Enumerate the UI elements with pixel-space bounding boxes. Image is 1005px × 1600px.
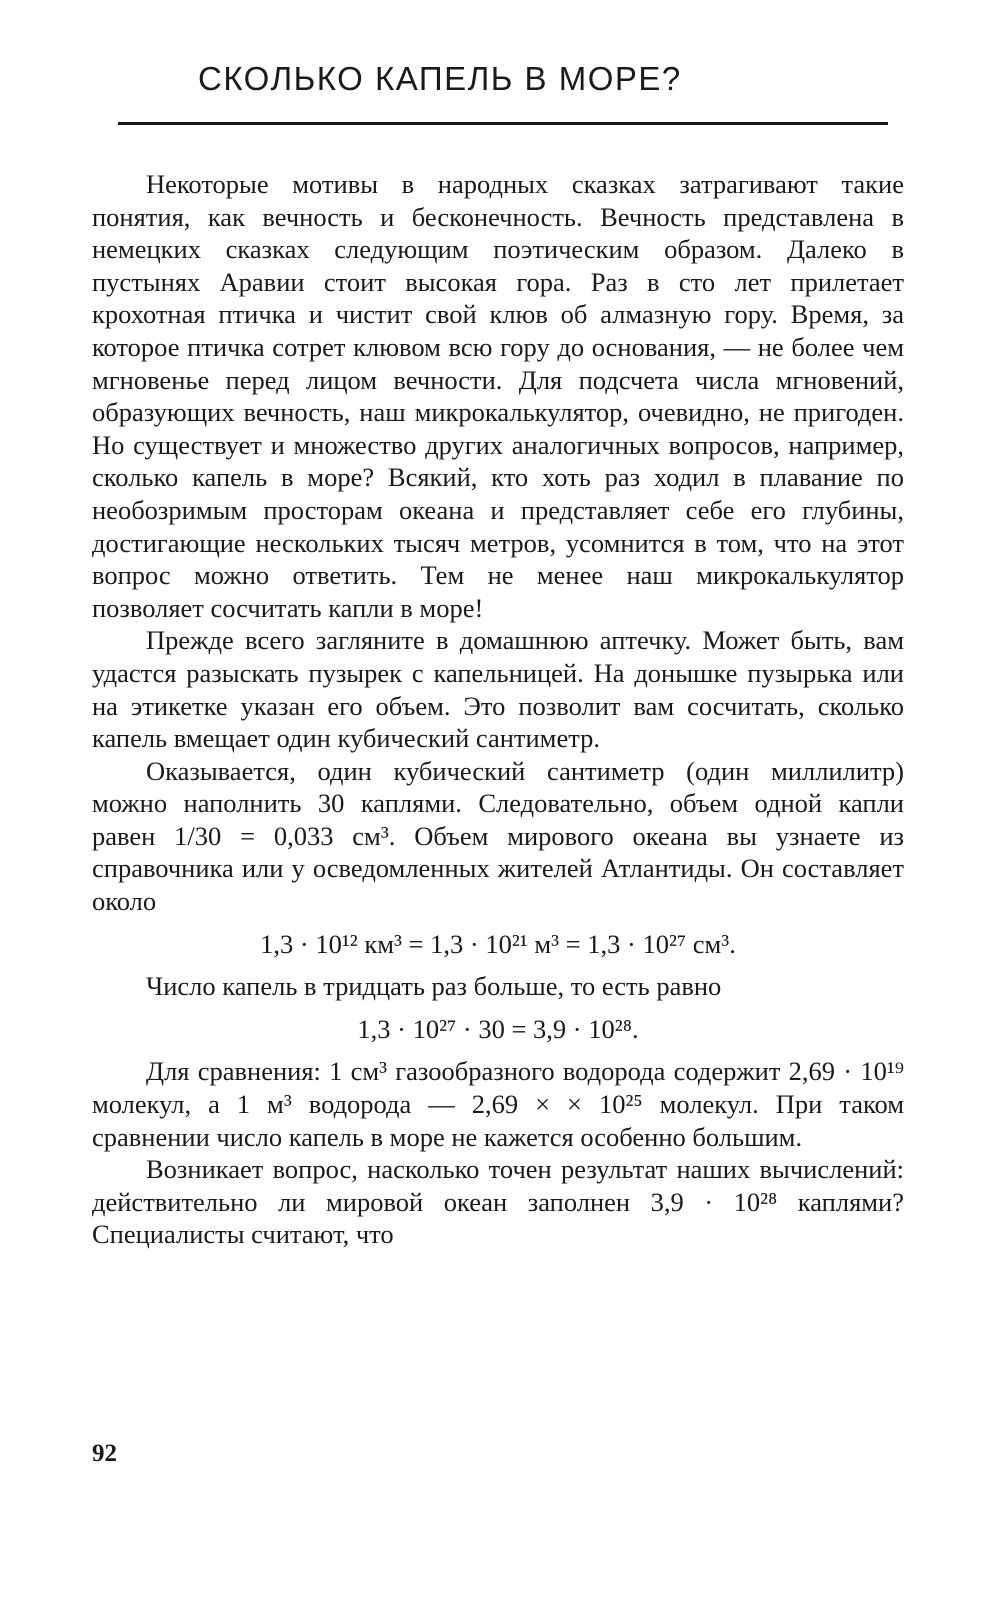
paragraph-2: Прежде всего загляните в домашнюю аптечку. Может быть, вам удастся разыскать пузырек с капельницей. На донышке пузырька или на этикетке указан его объем. Это позволит вам сосчитать, сколько капель вмещает один кубический сантиметр. xyxy=(92,625,904,754)
formula-ocean-volume: 1,3 · 10¹² км³ = 1,3 · 10²¹ м³ = 1,3 · 10²⁷ см³. xyxy=(260,928,736,959)
paragraph-1: Некоторые мотивы в народных сказках затрагивают такие понятия, как вечность и бесконечность. Вечность представлена в немецких сказках следующим поэтическим образом. Далеко в пустынях Аравии стоит высокая гора. Раз в сто лет прилетает крохотная птичка и чистит свой клюв об алмазную гору. Время, за которое птичка сотрет клювом всю гору до основания, — не более чем мгновенье перед лицом вечности. Для подсчета числа мгновений, образующих вечность, наш микрокалькулятор, очевидно, не пригоден. Но существует и множество других аналогичных вопросов, например, сколько капель в море? Всякий, кто хоть раз ходил в плавание по необозримым просторам океана и представляет себе его глубины, достигающие нескольких тысяч метров, усомнится в том, что на этот вопрос можно ответить. Тем не менее наш микрокалькулятор позволяет сосчитать капли в море! xyxy=(92,169,904,623)
title-rule xyxy=(118,122,888,125)
formula-drop-count: 1,3 · 10²⁷ · 30 = 3,9 · 10²⁸. xyxy=(357,1013,639,1044)
body-text xyxy=(92,168,904,1251)
paragraph-6: Возникает вопрос, насколько точен результат наших вычислений: действительно ли мировой океан заполнен 3,9 · 10²⁸ каплями? Специалисты считают, что xyxy=(92,1154,904,1250)
paragraph-5: Для сравнения: 1 см³ газообразного водорода содержит 2,69 · 10¹⁹ молекул, а 1 м³ водорода — 2,69 × × 10²⁵ молекул. При таком сравнении число капель в море не кажется особенно большим. xyxy=(92,1056,904,1152)
paragraph-3: Оказывается, один кубический сантиметр (один миллилитр) можно наполнить 30 каплями. Следовательно, объем одной капли равен 1/30 = 0,033 см³. Объем мирового океана вы узнаете из справочника или у осведомленных жителей Атлантиды. Он составляет около xyxy=(92,755,904,917)
page-number: 92 xyxy=(92,1440,117,1467)
paragraph-4: Число капель в тридцать раз больше, то есть равно xyxy=(146,971,722,1002)
page-title: СКОЛЬКО КАПЕЛЬ В МОРЕ? xyxy=(198,60,682,97)
